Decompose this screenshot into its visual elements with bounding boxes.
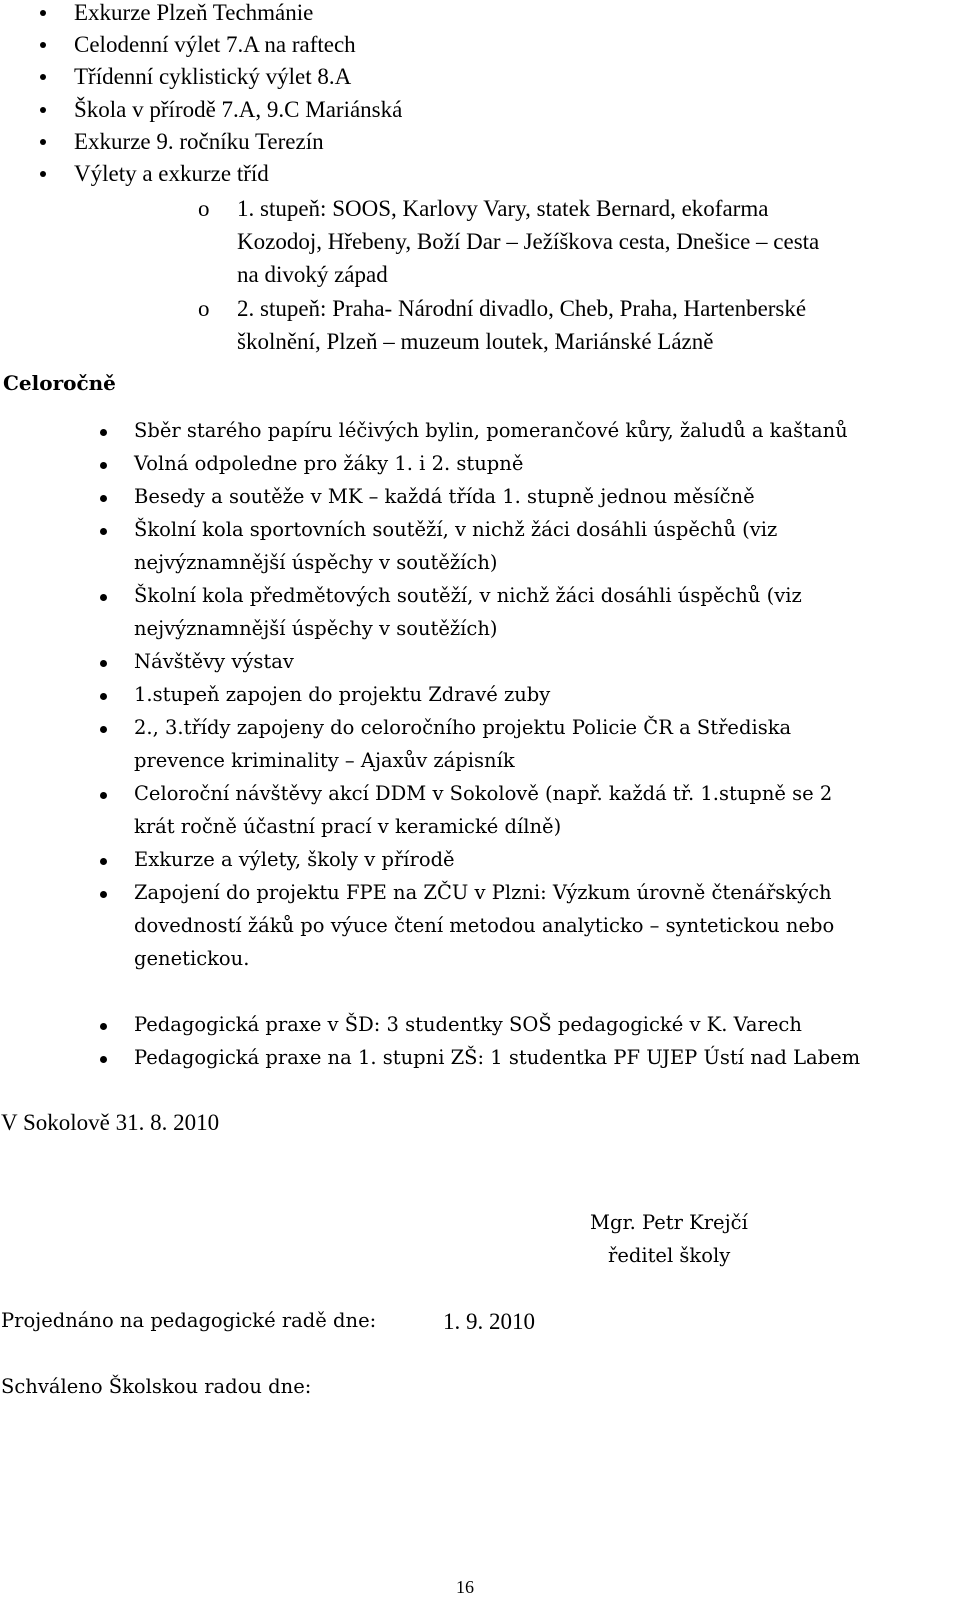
bullet-icon <box>100 726 107 733</box>
bullet-icon <box>100 858 107 865</box>
bullet-icon <box>40 74 46 80</box>
page-number: 16 <box>456 1577 474 1597</box>
sub-list-item-line: Kozodoj, Hřebeny, Boží Dar – Ježíškova cesta, Dnešice – cesta <box>237 229 820 254</box>
sub-bullet-icon: o <box>198 196 210 221</box>
board-label: Schváleno Školskou radou dne: <box>1 1375 312 1398</box>
list-item-continuation: genetickou. <box>134 947 250 970</box>
list-item: Třídenní cyklistický výlet 8.A <box>74 64 352 89</box>
list-item: Školní kola sportovních soutěží, v nichž žáci dosáhli úspěchů (viz <box>134 518 778 541</box>
signature-role: ředitel školy <box>608 1244 731 1267</box>
bullet-icon <box>40 42 46 48</box>
bullet-icon <box>100 462 107 469</box>
list-item: 2., 3.třídy zapojeny do celoročního projektu Policie ČR a Střediska <box>134 716 792 739</box>
list-item-continuation: nejvýznamnější úspěchy v soutěžích) <box>134 617 498 640</box>
list-item: Volná odpoledne pro žáky 1. i 2. stupně <box>134 452 524 475</box>
bullet-icon <box>40 10 46 16</box>
list-item-continuation: prevence kriminality – Ajaxův zápisník <box>134 749 515 772</box>
section-heading: Celoročně <box>3 371 116 395</box>
signature-name: Mgr. Petr Krejčí <box>590 1211 748 1234</box>
sub-list-item-line: 1. stupeň: SOOS, Karlovy Vary, statek Bernard, ekofarma <box>237 196 769 221</box>
list-item: Exkurze Plzeň Techmánie <box>74 0 314 25</box>
list-item: Pedagogická praxe na 1. stupni ZŠ: 1 studentka PF UJEP Ústí nad Labem <box>134 1046 861 1069</box>
bullet-icon <box>100 660 107 667</box>
list-item-continuation: nejvýznamnější úspěchy v soutěžích) <box>134 551 498 574</box>
list-item: Exkurze 9. ročníku Terezín <box>74 129 324 154</box>
list-item: 1.stupeň zapojen do projektu Zdravé zuby <box>134 683 551 706</box>
list-item: Školní kola předmětových soutěží, v nichž žáci dosáhli úspěchů (viz <box>134 584 802 607</box>
bullet-icon <box>100 528 107 535</box>
list-item-continuation: krát ročně účastní prací v keramické dílně) <box>134 815 562 838</box>
sub-list-item-line: školnění, Plzeň – muzeum loutek, Mariánské Lázně <box>237 329 714 354</box>
bullet-icon <box>100 792 107 799</box>
list-item: Návštěvy výstav <box>134 650 294 673</box>
bullet-icon <box>40 107 46 113</box>
list-item-continuation: dovedností žáků po výuce čtení metodou analyticko – syntetickou nebo <box>134 914 835 937</box>
list-item: Sběr starého papíru léčivých bylin, pomerančové kůry, žaludů a kaštanů <box>134 419 848 442</box>
place-date: V Sokolově 31. 8. 2010 <box>1 1110 220 1135</box>
list-item: Exkurze a výlety, školy v přírodě <box>134 848 455 871</box>
sub-bullet-icon: o <box>198 296 210 321</box>
list-item: Výlety a exkurze tříd <box>74 161 269 186</box>
bullet-icon <box>100 495 107 502</box>
bullet-icon <box>100 594 107 601</box>
list-item: Celodenní výlet 7.A na raftech <box>74 32 356 57</box>
bullet-icon <box>40 171 46 177</box>
list-item: Besedy a soutěže v MK – každá třída 1. stupně jednou měsíčně <box>134 485 755 508</box>
list-item: Zapojení do projektu FPE na ZČU v Plzni: Výzkum úrovně čtenářských <box>134 881 832 904</box>
bullet-icon <box>40 139 46 145</box>
bullet-icon <box>100 891 107 898</box>
bullet-icon <box>100 429 107 436</box>
list-item: Škola v přírodě 7.A, 9.C Mariánská <box>74 97 403 122</box>
sub-list-item-line: na divoký západ <box>237 262 388 287</box>
bullet-icon <box>100 1023 107 1030</box>
bullet-icon <box>100 693 107 700</box>
council-date: 1. 9. 2010 <box>443 1309 535 1334</box>
bullet-icon <box>100 1056 107 1063</box>
sub-list-item-line: 2. stupeň: Praha- Národní divadlo, Cheb, Praha, Hartenberské <box>237 296 807 321</box>
council-label: Projednáno na pedagogické radě dne: <box>1 1309 377 1332</box>
list-item: Pedagogická praxe v ŠD: 3 studentky SOŠ pedagogické v K. Varech <box>134 1013 802 1036</box>
list-item: Celoroční návštěvy akcí DDM v Sokolově (např. každá tř. 1.stupně se 2 <box>134 782 833 805</box>
